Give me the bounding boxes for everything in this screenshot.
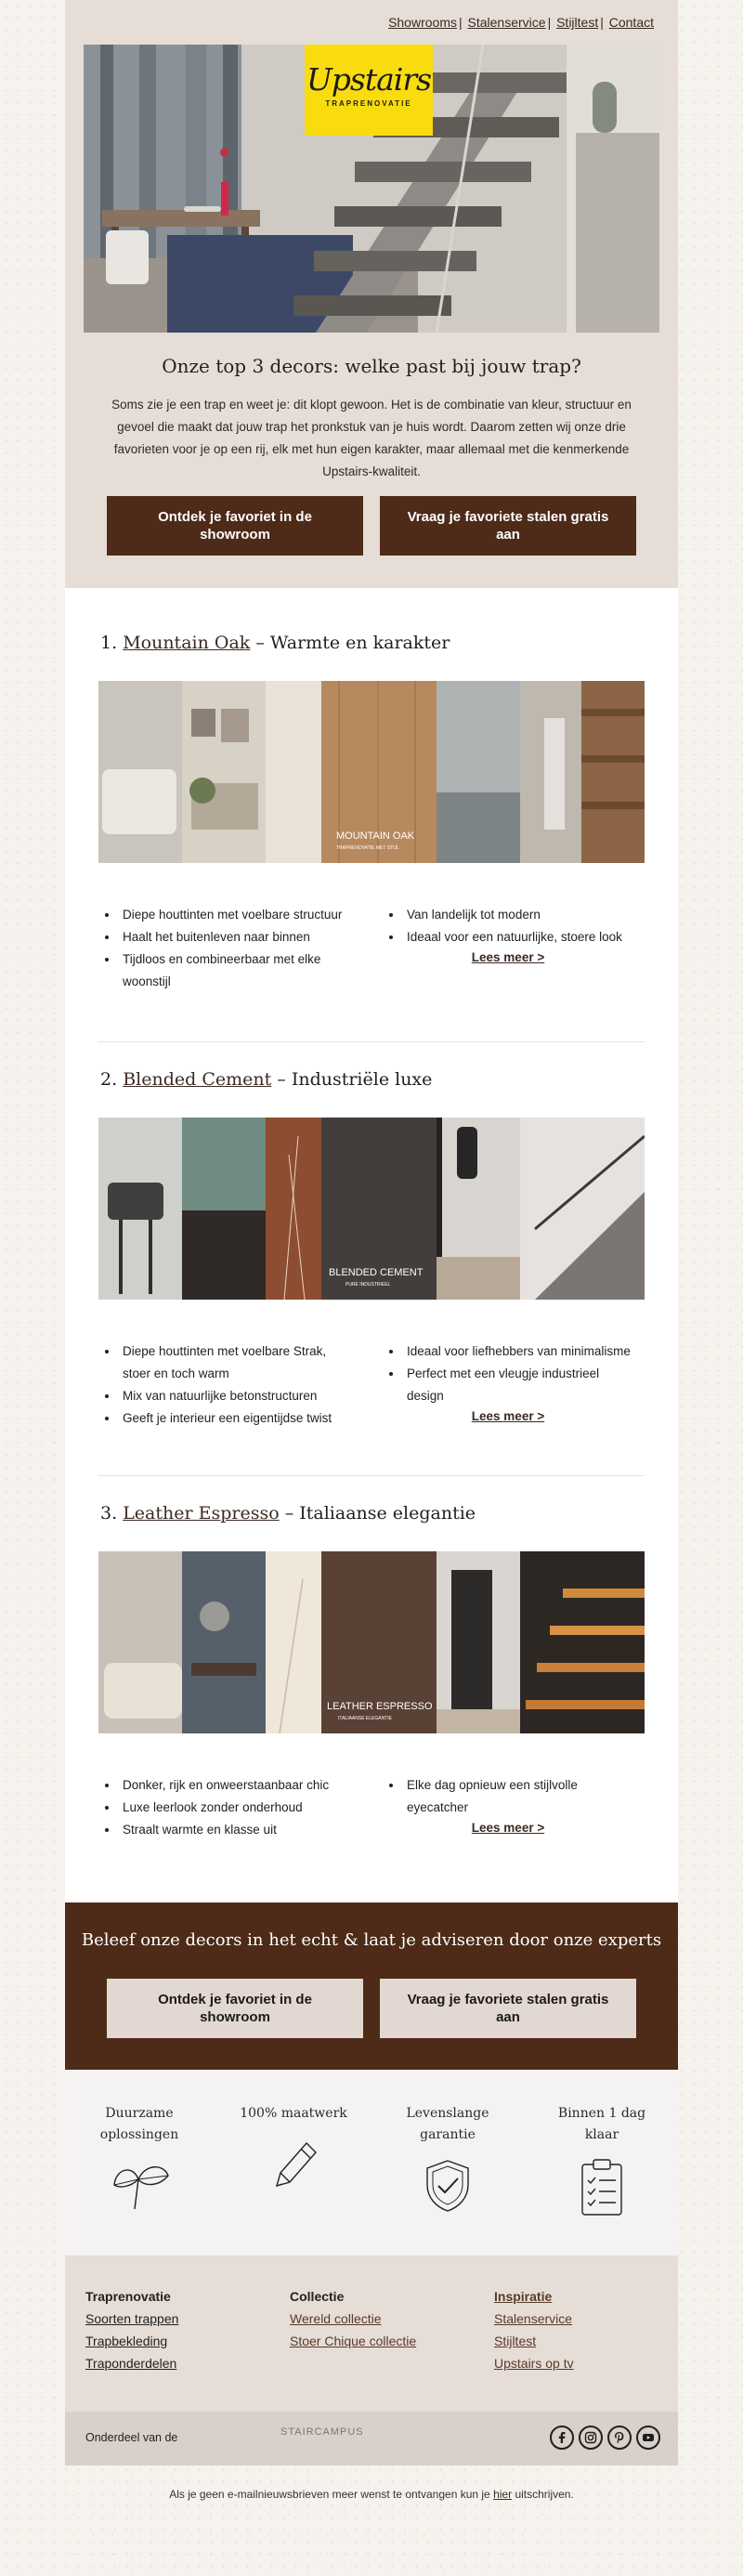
- decor-features-mountain-oak: [98, 904, 645, 1034]
- decor-number: 1.: [100, 633, 118, 653]
- cta-showroom-button[interactable]: Ontdek je favoriet in de showroom: [107, 1979, 363, 2038]
- usp-text: Levenslange garantie: [406, 2106, 489, 2142]
- link-showrooms[interactable]: Showrooms: [388, 15, 457, 30]
- read-more-link[interactable]: Lees meer >: [471, 1409, 545, 1423]
- feature-item: • Van landelijk tot modern: [403, 904, 633, 926]
- link-stijltest[interactable]: Stijltest: [556, 15, 599, 30]
- sub-footer: [65, 2412, 678, 2465]
- footer: [65, 2256, 678, 2412]
- decor-image-sublabel: ITALIAANSE ELEGANTIE: [338, 1716, 392, 1721]
- unsubscribe-text: Als je geen e-mailnieuwsbrieven meer wenst te ontvangen kun je: [169, 2488, 490, 2501]
- youtube-icon[interactable]: [636, 2426, 660, 2450]
- clipboard-check-icon: [579, 2157, 625, 2218]
- pencil-icon: [266, 2136, 321, 2193]
- decor-image-blended-cement: [98, 1118, 645, 1300]
- separator: |: [547, 15, 552, 30]
- cta-section: [65, 1903, 678, 2070]
- decor-image-mountain-oak: [98, 681, 645, 863]
- feature-item: • Geeft je interieur een eigentijdse twist: [119, 1407, 349, 1430]
- feature-column-left: [98, 1340, 349, 1430]
- decor-title-mountain-oak: [100, 633, 450, 653]
- separator: |: [600, 15, 604, 30]
- footer-link[interactable]: Wereld collectie: [290, 2311, 382, 2326]
- decor-title-leather-espresso: [100, 1503, 476, 1523]
- decors-section: [65, 588, 678, 1903]
- feature-item: • Straalt warmte en klasse uit: [119, 1819, 349, 1841]
- decor-image-sublabel: PURE INDUSTRIEEL: [345, 1282, 391, 1288]
- mountain-oak-collage: [98, 681, 645, 863]
- decor-number: 2.: [100, 1069, 118, 1090]
- hero-intro: Soms zie je een trap en weet je: dit klopt gewoon. Het is de combinatie van kleur, structuur en gevoel die maakt dat jouw trap het pronkstuk van je huis wordt. Daarom zetten wij onze drie favorieten voor je op een rij, elk met hun eigen karakter, maar allemaal met die kenmerkende Upstairs-kwaliteit.: [111, 398, 632, 478]
- instagram-icon[interactable]: [579, 2426, 603, 2450]
- footer-link[interactable]: Stijltest: [494, 2334, 537, 2348]
- usp-section: [65, 2070, 678, 2256]
- separator: |: [458, 15, 463, 30]
- part-of-label: Onderdeel van de: [85, 2431, 178, 2444]
- usp-text: Duurzame oplossingen: [99, 2106, 179, 2142]
- footer-column-collectie: [290, 2285, 416, 2352]
- feature-item: • Diepe houttinten met voelbare Strak, stoer en toch warm: [119, 1340, 349, 1385]
- footer-link[interactable]: Upstairs op tv: [494, 2356, 574, 2371]
- footer-link[interactable]: Traponderdelen: [85, 2356, 177, 2371]
- decor-name-link[interactable]: Leather Espresso: [123, 1503, 280, 1523]
- upstairs-logo[interactable]: [305, 45, 433, 136]
- logo-subtitle: TRAPRENOVATIE: [325, 99, 412, 108]
- unsubscribe-link[interactable]: hier: [493, 2488, 513, 2501]
- decor-tagline: – Industriële luxe: [277, 1069, 433, 1090]
- footer-column-traprenovatie: [85, 2285, 178, 2374]
- decor-name-link[interactable]: Mountain Oak: [123, 633, 251, 653]
- decor-features-leather-espresso: [98, 1774, 645, 1867]
- staircampus-logo[interactable]: STAIRCAMPUS: [280, 2426, 364, 2438]
- footer-heading: Traprenovatie: [85, 2289, 171, 2304]
- facebook-icon[interactable]: [550, 2426, 574, 2450]
- top-nav: [388, 15, 654, 30]
- hero-title: Onze top 3 decors: welke past bij jouw trap?: [162, 355, 581, 377]
- decor-title-blended-cement: [100, 1069, 432, 1090]
- feature-item: • Haalt het buitenleven naar binnen: [119, 926, 349, 948]
- feature-item: • Elke dag opnieuw een stijlvolle eyecatcher: [403, 1774, 633, 1819]
- footer-column-inspiratie: [494, 2285, 574, 2374]
- footer-link[interactable]: Stalenservice: [494, 2311, 573, 2326]
- hero-section: [65, 0, 678, 588]
- divider: [98, 1041, 645, 1042]
- link-contact[interactable]: Contact: [608, 15, 654, 30]
- decor-image-label: BLENDED CEMENT: [329, 1267, 424, 1278]
- blended-cement-collage: [98, 1118, 645, 1300]
- feature-column-right: [383, 904, 633, 964]
- feature-item: • Ideaal voor liefhebbers van minimalisme: [403, 1340, 633, 1363]
- email-body: [65, 0, 678, 2501]
- unsubscribe-text-end: uitschrijven.: [515, 2488, 574, 2501]
- usp-one-day: [546, 2103, 658, 2218]
- divider: [98, 1475, 645, 1476]
- decor-tagline: – Warmte en karakter: [255, 633, 450, 653]
- feature-item: • Luxe leerlook zonder onderhoud: [119, 1797, 349, 1819]
- feature-item: • Ideaal voor een natuurlijke, stoere look: [403, 926, 633, 948]
- feature-column-left: [98, 1774, 349, 1841]
- footer-link[interactable]: Stoer Chique collectie: [290, 2334, 417, 2348]
- shield-check-icon: [422, 2157, 474, 2215]
- samples-button[interactable]: Vraag je favoriete stalen gratis aan: [380, 496, 636, 556]
- usp-warranty: [392, 2103, 503, 2215]
- leather-espresso-collage: [98, 1551, 645, 1733]
- footer-link[interactable]: Trapbekleding: [85, 2334, 168, 2348]
- decor-tagline: – Italiaanse elegantie: [284, 1503, 476, 1523]
- feature-item: • Perfect met een vleugje industrieel design: [403, 1363, 633, 1407]
- footer-heading[interactable]: Inspiratie: [494, 2289, 553, 2304]
- decor-image-leather-espresso: [98, 1551, 645, 1733]
- cta-samples-button[interactable]: Vraag je favoriete stalen gratis aan: [380, 1979, 636, 2038]
- logo-wordmark: Upstairs: [306, 61, 432, 98]
- decor-image-label: LEATHER ESPRESSO: [327, 1701, 433, 1712]
- decor-image-label: MOUNTAIN OAK: [336, 830, 415, 842]
- footer-link[interactable]: Soorten trappen: [85, 2311, 179, 2326]
- usp-sustainable: [84, 2103, 195, 2213]
- feature-item: • Tijdloos en combineerbaar met elke woonstijl: [119, 948, 349, 993]
- decor-image-sublabel: TRAPRENOVATIE MET STIJL: [336, 845, 399, 851]
- footer-heading: Collectie: [290, 2289, 345, 2304]
- usp-text: 100% maatwerk: [240, 2106, 347, 2121]
- decor-number: 3.: [100, 1503, 118, 1523]
- feature-item: • Mix van natuurlijke betonstructuren: [119, 1385, 349, 1407]
- cta-title: Beleef onze decors in het echt & laat je adviseren door onze experts: [81, 1930, 662, 1950]
- unsubscribe-line: [65, 2488, 678, 2501]
- usp-text: Binnen 1 dag klaar: [557, 2106, 646, 2142]
- feature-column-right: [383, 1340, 633, 1423]
- feature-column-right: [383, 1774, 633, 1835]
- feature-item: • Diepe houttinten met voelbare structuur: [119, 904, 349, 926]
- leaf-icon: [107, 2157, 172, 2213]
- feature-column-left: [98, 904, 349, 993]
- showroom-button[interactable]: Ontdek je favoriet in de showroom: [107, 496, 363, 556]
- read-more-link[interactable]: Lees meer >: [471, 1821, 545, 1835]
- decor-name-link[interactable]: Blended Cement: [123, 1069, 272, 1090]
- feature-item: • Donker, rijk en onweerstaanbaar chic: [119, 1774, 349, 1797]
- link-stalenservice[interactable]: Stalenservice: [467, 15, 546, 30]
- hero-image: [84, 45, 659, 333]
- read-more-link[interactable]: Lees meer >: [471, 950, 545, 964]
- decor-features-blended-cement: [98, 1340, 645, 1471]
- usp-custom: [238, 2103, 349, 2193]
- pinterest-icon[interactable]: [607, 2426, 632, 2450]
